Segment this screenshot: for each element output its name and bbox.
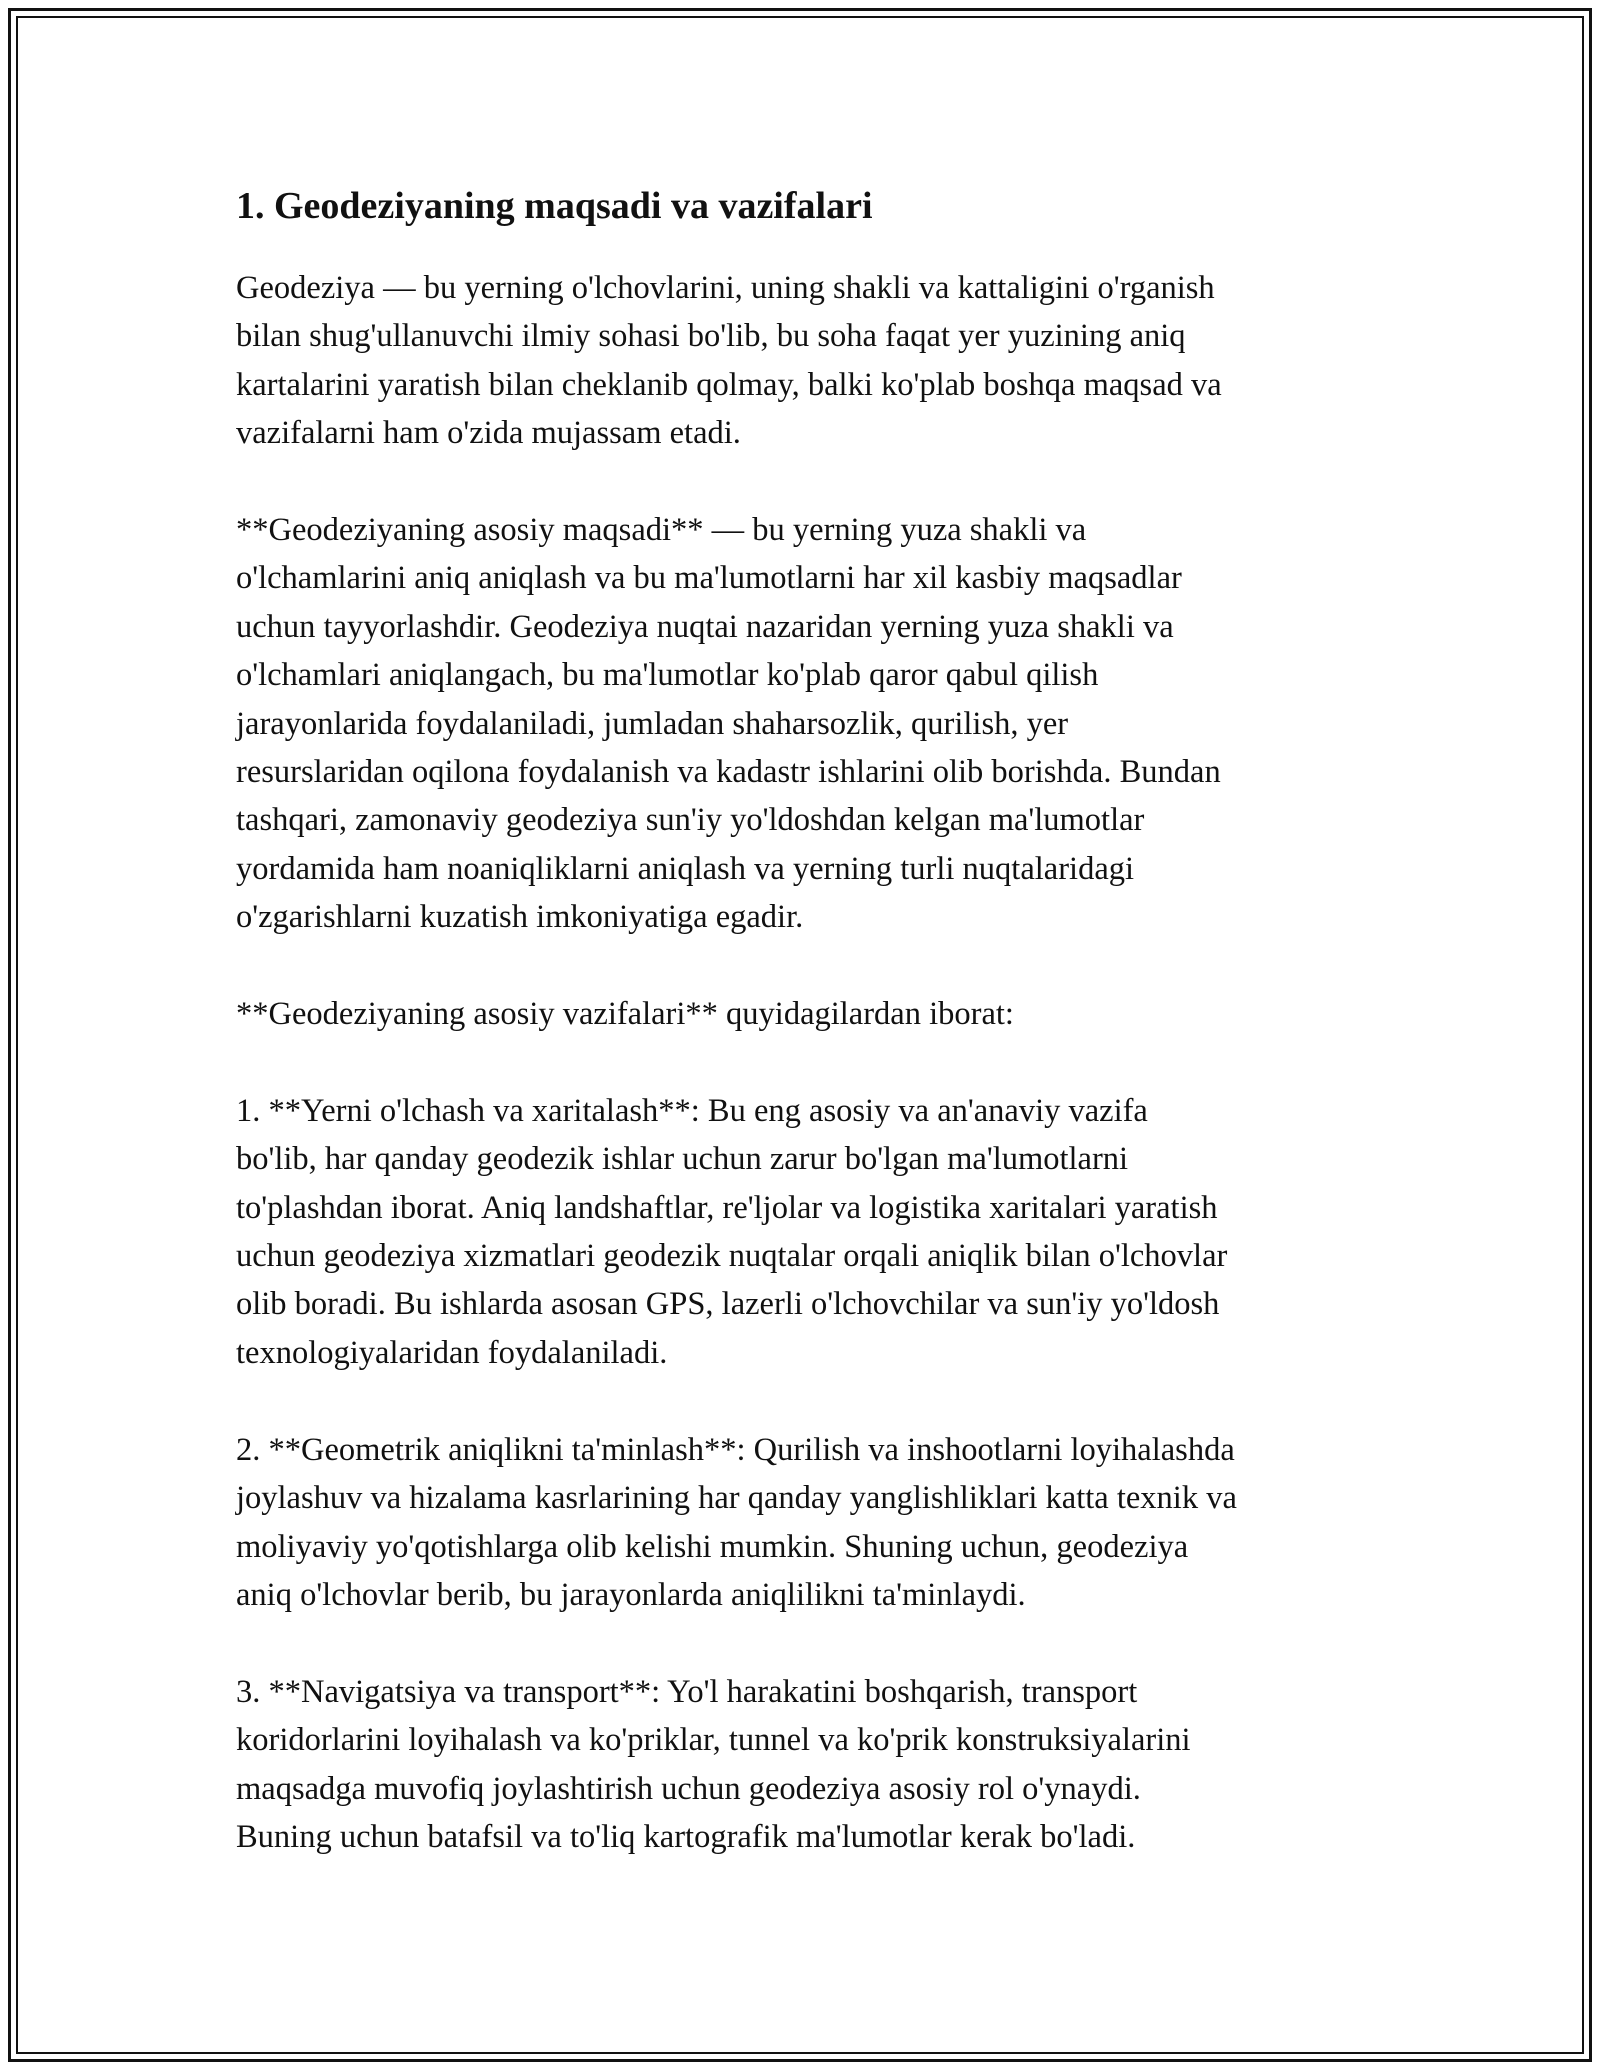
list-item-navigation-transport: 3. **Navigatsiya va transport**: Yo'l harakatini boshqarish, transport koridorlarini loyihalash va ko'priklar, tunnel va ko'prik konstruksiyalarini maqsadga muvofiq joylashtirish uchun geodeziya asosiy rol o'ynaydi. Buning uchun batafsil va to'liq kartografik ma'lumotlar kerak bo'ladi.	[236, 1673, 1191, 1855]
list-item-geometric-accuracy: 2. **Geometrik aniqlikni ta'minlash**: Qurilish va inshootlarni loyihalashda joylashuv va hizalama kasrlarining har qanday yanglishliklari katta texnik va moliyaviy yo'qotishlarga olib kelishi mumkin. Shuning uchun, geodeziya aniq o'lchovlar berib, bu jarayonlarda aniqlilikni ta'minlaydi.	[236, 1431, 1237, 1613]
document-body	[236, 182, 1366, 1910]
paragraph-main-goal: **Geodeziyaning asosiy maqsadi** — bu yerning yuza shakli va o'lchamlarini aniq aniqlash va bu ma'lumotlarni har xil kasbiy maqsadlar uchun tayyorlashdir. Geodeziya nuqtai nazaridan yerning yuza shakli va o'lchamlari aniqlangach, bu ma'lumotlar ko'plab qaror qabul qilish jarayonlarida foydalaniladi, jumladan shaharsozlik, qurilish, yer resurslaridan oqilona foydalanish va kadastr ishlarini olib borishda. Bundan tashqari, zamonaviy geodeziya sun'iy yo'ldoshdan kelgan ma'lumotlar yordamida ham noaniqliklarni aniqlash va yerning turli nuqtalaridagi o'zgarishlarni kuzatish imkoniyatiga egadir.	[236, 512, 1221, 936]
list-item-measuring-mapping: 1. **Yerni o'lchash va xaritalash**: Bu eng asosiy va an'anaviy vazifa bo'lib, har qanday geodezik ishlar uchun zarur bo'lgan ma'lumotlarni to'plashdan iborat. Aniq landshaftlar, re'ljolar va logistika xaritalari yaratish uchun geodeziya xizmatlari geodezik nuqtalar orqali aniqlik bilan o'lchovlar olib boradi. Bu ishlarda asosan GPS, lazerli o'lchovchilar va sun'iy yo'ldosh texnologiyalaridan foydalaniladi.	[236, 1092, 1228, 1371]
document-title: 1. Geodeziyaning maqsadi va vazifalari	[236, 185, 873, 227]
paragraph-intro: Geodeziya — bu yerning o'lchovlarini, uning shakli va kattaligini o'rganish bilan shug'ullanuvchi ilmiy sohasi bo'lib, bu soha faqat yer yuzining aniq kartalarini yaratish bilan cheklanib qolmay, balki ko'plab boshqa maqsad va vazifalarni ham o'zida mujassam etadi.	[236, 270, 1222, 452]
paragraph-tasks-heading: **Geodeziyaning asosiy vazifalari** quyidagilardan iborat:	[236, 996, 1014, 1033]
